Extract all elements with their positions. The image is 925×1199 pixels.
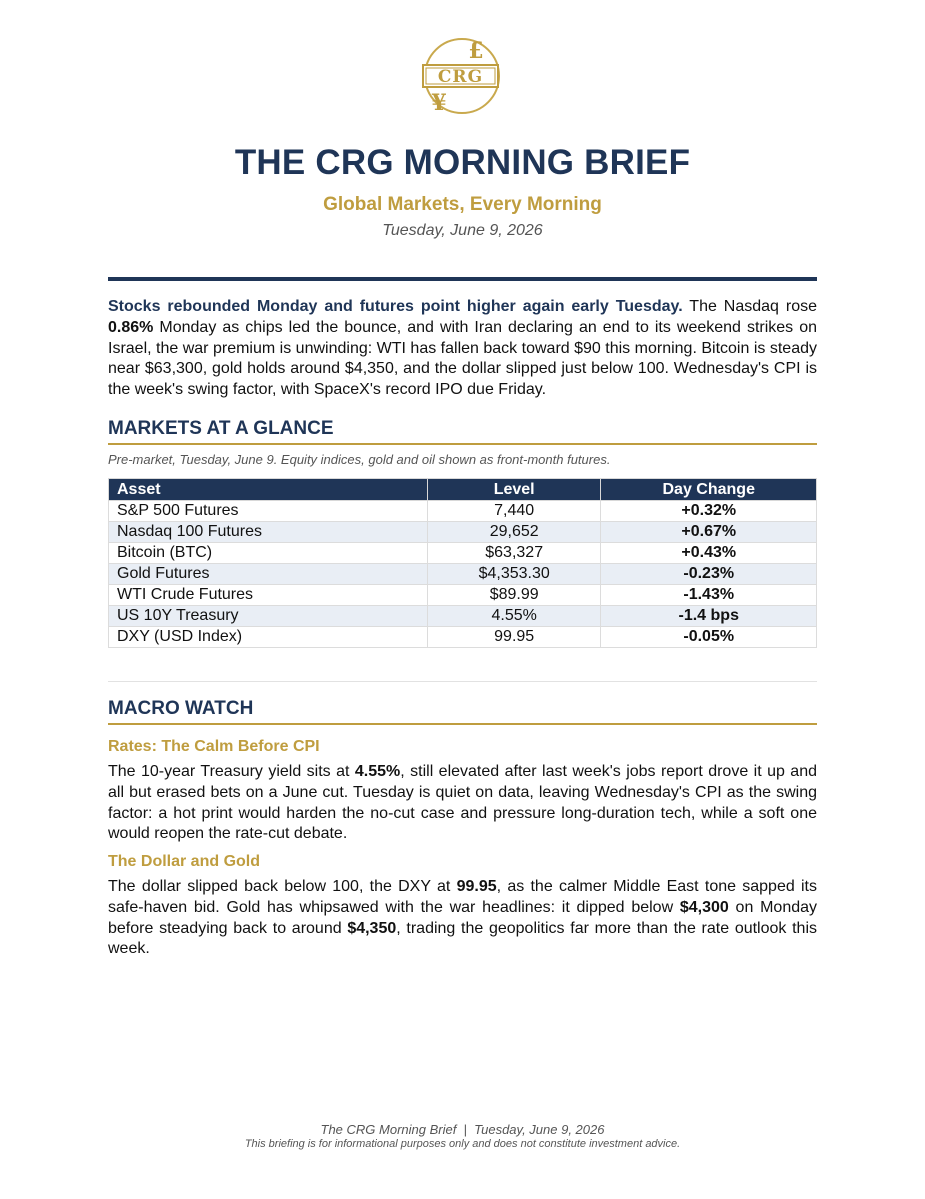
section-markets-heading: MARKETS AT A GLANCE <box>108 418 817 445</box>
dollar-paragraph <box>108 877 817 960</box>
section-divider <box>108 681 817 682</box>
table-row <box>109 627 817 648</box>
table-row <box>109 564 817 585</box>
lead-headline: Stocks rebounded Monday and futures point higher again early Tuesday. <box>108 298 683 315</box>
section-macro-heading: MACRO WATCH <box>108 698 817 725</box>
table-row <box>109 501 817 522</box>
asset-cell: Nasdaq 100 Futures <box>109 522 428 543</box>
asset-cell: Bitcoin (BTC) <box>109 543 428 564</box>
change-cell: -1.43% <box>601 585 817 606</box>
level-cell: 29,652 <box>427 522 601 543</box>
asset-cell: DXY (USD Index) <box>109 627 428 648</box>
asset-cell: US 10Y Treasury <box>109 606 428 627</box>
level-cell: 4.55% <box>427 606 601 627</box>
lead-text-1: The Nasdaq rose <box>682 298 817 315</box>
dollar-subheading: The Dollar and Gold <box>108 853 261 870</box>
markets-note: Pre-market, Tuesday, June 9. Equity indices, gold and oil shown as front-month futures. <box>108 452 611 467</box>
lead-text-2: Monday as chips led the bounce, and with Iran declaring an end to its weekend strikes on Israel, the war premium is unwinding: WTI has fallen back toward $90 this morning. Bitcoin is steady near $63,300, gold holds around $4,350, and the dollar slipped just below 100. Wednesday's CPI is the week's swing factor, with SpaceX's record IPO due Friday. <box>108 318 817 399</box>
change-cell: +0.32% <box>601 501 817 522</box>
column-header-level: Level <box>427 479 601 501</box>
change-cell: -1.4 bps <box>601 606 817 627</box>
change-cell: -0.23% <box>601 564 817 585</box>
header-divider <box>108 277 817 281</box>
level-cell: $89.99 <box>427 585 601 606</box>
dollar-text-4: , trading the geopolitics far more than the rate outlook this week. <box>108 919 818 958</box>
column-header-asset: Asset <box>109 479 428 501</box>
dollar-text-2: , as the calmer Middle East tone sapped its safe-haven bid. Gold has whipsawed with the war headlines: it dipped below <box>108 878 818 916</box>
dollar-dxy: 99.95 <box>456 878 497 895</box>
rates-paragraph <box>108 762 817 845</box>
page-title: THE CRG MORNING BRIEF <box>234 143 691 182</box>
rates-text-2: , still elevated after last week's jobs report drove it up and all but erased bets on a June cut. Tuesday is quiet on data, leaving Wednesday's CPI as the swing factor: a hot print would harden the no-cut case and pressure long-duration tech, while a soft one would reopen the rate-cut debate. <box>108 763 818 843</box>
table-row <box>109 585 817 606</box>
dollar-text-1: The dollar slipped back below 100, the DXY at <box>108 878 457 895</box>
table-header-row <box>109 479 817 501</box>
dollar-text-3: on Monday before steadying back to around <box>108 898 818 937</box>
logo-text: CRG <box>437 67 484 87</box>
change-cell: +0.67% <box>601 522 817 543</box>
crg-logo <box>418 36 506 118</box>
change-cell: +0.43% <box>601 543 817 564</box>
footer-title: The CRG Morning Brief | Tuesday, June 9, 2026 <box>320 1122 605 1137</box>
markets-table <box>108 478 817 648</box>
level-cell: 99.95 <box>427 627 601 648</box>
level-cell: $63,327 <box>427 543 601 564</box>
dollar-gold-now: $4,350 <box>347 919 397 937</box>
dollar-gold-low: $4,300 <box>679 898 729 916</box>
table-row <box>109 543 817 564</box>
asset-cell: Gold Futures <box>109 564 428 585</box>
lead-paragraph <box>108 297 817 401</box>
level-cell: 7,440 <box>427 501 601 522</box>
page-subtitle: Global Markets, Every Morning <box>323 194 602 215</box>
change-cell: -0.05% <box>601 627 817 648</box>
column-header-change: Day Change <box>601 479 817 501</box>
footer-disclaimer: This briefing is for informational purposes only and does not constitute investment advice. <box>244 1138 681 1150</box>
yen-icon: ¥ <box>431 90 447 116</box>
lead-nasdaq-change: 0.86% <box>108 318 154 336</box>
rates-text-1: The 10-year Treasury yield sits at <box>108 763 355 780</box>
pound-icon: £ <box>468 38 484 64</box>
asset-cell: S&P 500 Futures <box>109 501 428 522</box>
issue-date: Tuesday, June 9, 2026 <box>382 222 543 239</box>
table-row <box>109 522 817 543</box>
rates-yield: 4.55% <box>354 763 401 780</box>
level-cell: $4,353.30 <box>427 564 601 585</box>
rates-subheading: Rates: The Calm Before CPI <box>108 738 320 755</box>
table-row <box>109 606 817 627</box>
asset-cell: WTI Crude Futures <box>109 585 428 606</box>
